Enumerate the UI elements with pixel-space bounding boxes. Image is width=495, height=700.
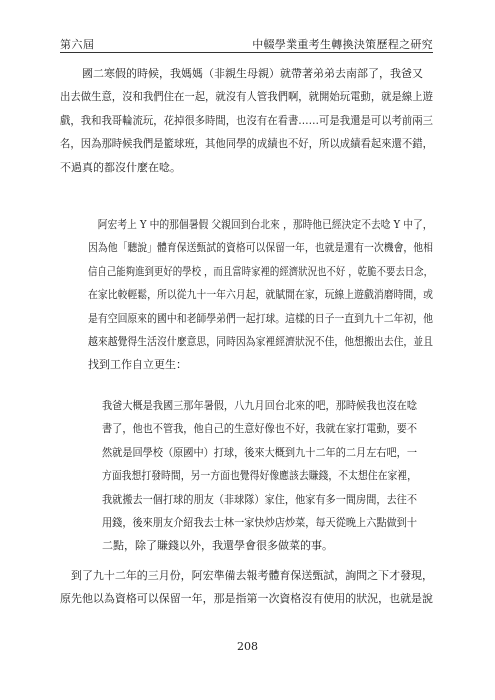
para-line: 不過真的都沒什麼在唸。 — [60, 160, 181, 174]
paragraph-2 — [88, 213, 433, 377]
para-line: 名，因為那時候我們是籃球班，其他同學的成績也不好，所以成績看起來還不錯， — [60, 137, 433, 151]
block-quote — [102, 394, 417, 558]
para-line: 在家比較輕鬆，所以從九十一年六月起，就賦閒在家，玩線上遊戲消磨時間，或 — [88, 288, 433, 302]
para-line: 書了，他也不管我，他自己的生意好像也不好，我就在家打電動，要不 — [102, 422, 417, 436]
para-line: 然就是回學校（原國中）打球，後來大概到九十二年的二月左右吧，一 — [102, 445, 417, 459]
para-line: 二點，除了賺錢以外，我還學會很多做菜的事。 — [102, 539, 333, 553]
para-line: 是有空回原來的國中和老師學弟們一起打球。這樣的日子一直到九十二年初，他 — [88, 311, 433, 325]
para-line: 原先他以為資格可以保留一年，那是指第一次資格沒有使用的狀況，也就是說 — [60, 592, 433, 606]
para-line: 我就搬去一個打球的朋友（非球隊）家住，他家有多一間房間，去往不 — [102, 492, 417, 506]
para-line: 方面我想打發時間，另一方面也覺得好像應該去賺錢，不太想住在家裡， — [102, 469, 417, 483]
paragraph-4 — [60, 564, 433, 611]
para-line: 找到工作自立更生： — [88, 358, 187, 372]
para-line: 阿宏考上 Y 中的那個暑假 父親回到台北來 ，那時他已經決定不去唸 Y 中了， — [88, 218, 433, 231]
para-line: 國二寒假的時候，我媽媽（非親生母親）就帶著弟弟去南部了，我爸又 — [60, 67, 423, 80]
para-line: 出去做生意，沒和我們住在一起，就沒有人管我們啊，就開始玩電動，就是線上遊 — [60, 90, 433, 104]
para-line: 到了九十二年的三月份，阿宏準備去報考體育保送甄試，詢問之下才發現， — [60, 569, 433, 582]
para-line: 因為他「聽說」體育保送甄試的資格可以保留一年，也就是還有一次機會，他相 — [88, 241, 433, 255]
para-line: 我爸大概是我國三那年暑假，八九月回台北來的吧，那時候我也沒在唸 — [102, 399, 417, 412]
page-number: 208 — [237, 640, 258, 653]
header-rule — [60, 52, 433, 53]
paragraph-1 — [60, 62, 433, 179]
para-line: 信自己能夠進到更好的學校 ，而且當時家裡的經濟狀況也不好 ，乾脆不要去日念， — [88, 264, 433, 278]
header-title: 中輟學業重考生轉換決策歷程之研究 — [252, 38, 433, 51]
para-line: 越來越覺得生活沒什麼意思，同時因為家裡經濟狀況不佳，他想搬出去住，並且 — [88, 335, 433, 349]
para-line: 戲，我和我哥輪流玩，花掉很多時間，也沒有在看書……可是我還是可以考前兩三 — [60, 113, 433, 127]
header-chapter: 第六屆 — [60, 38, 95, 51]
para-line: 用錢，後來朋友介紹我去士林一家快炒店炒菜，每天從晚上六點做到十 — [102, 516, 417, 530]
